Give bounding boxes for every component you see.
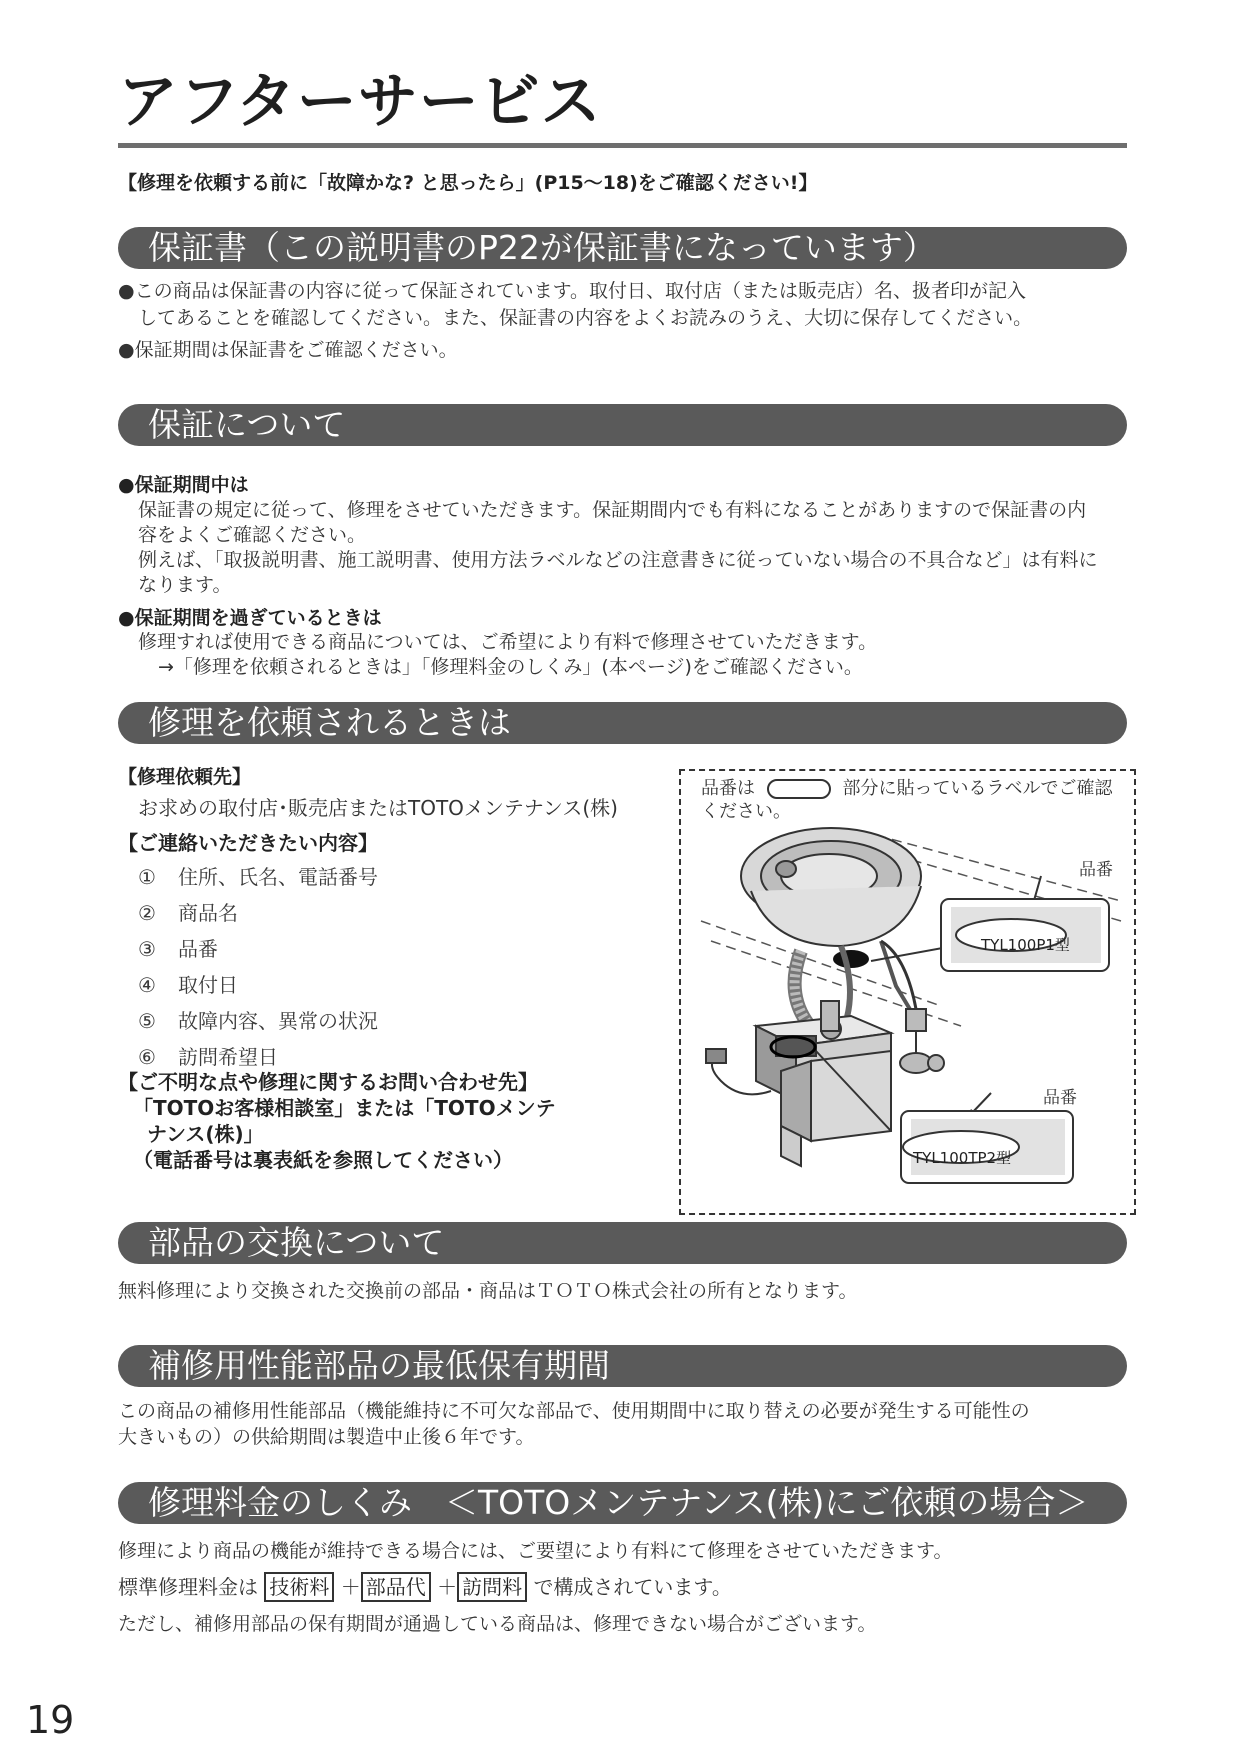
plus-sign: ＋ <box>437 1575 458 1599</box>
model-number-top: TYL100P1型 <box>981 936 1070 954</box>
product-label-figure <box>679 769 1136 1215</box>
figure-caption-a: 品番は <box>701 778 755 799</box>
warranty-card-line: してあることを確認してください。また、保証書の内容をよくお読みのうえ、大切に保存してください。 <box>138 307 1033 329</box>
warranty-during-line: なります。 <box>138 574 232 596</box>
warranty-during-line: 容をよくご確認ください。 <box>138 524 367 546</box>
list-item: ③ 品番 <box>138 937 218 961</box>
warranty-after-line: 修理すれば使用できる商品については、ご希望により有料で修理させていただきます。 <box>138 631 878 653</box>
list-item: ④ 取付日 <box>138 973 238 997</box>
fee-term-parts: 部品代 <box>361 1572 431 1602</box>
list-item: ② 商品名 <box>138 901 238 925</box>
repair-destination-text: お求めの取付店･販売店またはTOTOメンテナンス(株) <box>138 796 618 820</box>
fee-line2-suffix: で構成されています。 <box>533 1575 732 1599</box>
list-item: ⑤ 故障内容、異常の状況 <box>138 1009 378 1033</box>
inquiry-title: 【ご不明な点や修理に関するお問い合わせ先】 <box>118 1070 538 1094</box>
section-heading-about-warranty: 保証について <box>118 404 1127 446</box>
repair-destination-title: 【修理依頼先】 <box>118 766 252 788</box>
warranty-card-line: ●この商品は保証書の内容に従って保証されています。取付日、取付店（または販売店）名、扱者印が記入 <box>118 280 1027 302</box>
warranty-after-title: ●保証期間を過ぎているときは <box>118 607 382 629</box>
warranty-during-title: ●保証期間中は <box>118 474 249 496</box>
inquiry-text <box>133 1095 556 1173</box>
model-number-bottom: TYL100TP2型 <box>913 1149 1012 1167</box>
warranty-after-text <box>138 630 877 680</box>
warranty-card-bullet2: ●保証期間は保証書をご確認ください。 <box>118 339 458 361</box>
warranty-during-line: 保証書の規定に従って、修理をさせていただきます。保証期間内でも有料になることがありますので保証書の内 <box>138 499 1087 521</box>
figure-label-bottom: 品番 <box>1043 1088 1077 1108</box>
pre-repair-notice: 【修理を依頼する前に「故障かな? と思ったら」(P15～18)をご確認ください!】 <box>118 172 818 194</box>
list-item: ⑥ 訪問希望日 <box>138 1045 278 1069</box>
parts-exchange-text: 無料修理により交換された交換前の部品・商品はＴＯＴＯ株式会社の所有となります。 <box>118 1280 858 1302</box>
section-heading-fee-system: 修理料金のしくみ ＜TOTOメンテナンス(株)にご依頼の場合＞ <box>118 1482 1127 1524</box>
fee-line2-prefix: 標準修理料金は <box>118 1575 258 1599</box>
section-heading-min-period: 補修用性能部品の最低保有期間 <box>118 1345 1127 1387</box>
plus-sign: ＋ <box>340 1575 361 1599</box>
fee-term-technical: 技術料 <box>264 1572 334 1602</box>
title-rule <box>118 143 1127 148</box>
inquiry-line: ナンス(株)」 <box>147 1122 264 1146</box>
list-item: ① 住所、氏名、電話番号 <box>138 865 378 889</box>
fee-term-visit: 訪問料 <box>457 1572 527 1602</box>
min-period-line: 大きいもの）の供給期間は製造中止後６年です。 <box>118 1426 535 1448</box>
page-number: 19 <box>26 1698 75 1742</box>
figure-caption-c: ください。 <box>701 801 791 822</box>
fee-system-line1: 修理により商品の機能が維持できる場合には、ご要望により有料にて修理をさせていただきます。 <box>118 1540 953 1562</box>
min-period-text <box>118 1398 1030 1450</box>
section-heading-parts-exchange: 部品の交換について <box>118 1222 1127 1264</box>
contact-items-title: 【ご連絡いただきたい内容】 <box>118 831 378 855</box>
section-heading-request-repair: 修理を依頼されるときは <box>118 702 1127 744</box>
warranty-during-text <box>138 498 1098 598</box>
label-spot-top <box>833 950 869 968</box>
toilet-unit-illustration <box>681 771 1134 1213</box>
inquiry-line: 「TOTOお客様相談室」または「TOTOメンテ <box>133 1096 556 1120</box>
min-period-line: この商品の補修用性能部品（機能維持に不可欠な部品で、使用期間中に取り替えの必要が発生する可能性の <box>118 1400 1030 1422</box>
inquiry-line: （電話番号は裏表紙を参照してください） <box>133 1148 513 1172</box>
figure-caption-b: 部分に貼っているラベルでご確認 <box>842 778 1113 799</box>
warranty-card-bullet1 <box>118 278 1032 332</box>
fee-system-line2 <box>118 1572 732 1602</box>
fee-system-line3: ただし、補修用部品の保有期間が通過している商品は、修理できない場合がございます。 <box>118 1613 877 1635</box>
warranty-during-line: 例えば、「取扱説明書、施工説明書、使用方法ラベルなどの注意書きに従っていない場合の不具合など」は有料に <box>138 549 1098 571</box>
page-title: アフターサービス <box>118 67 602 137</box>
warranty-after-line: →「修理を依頼されるときは」「修理料金のしくみ」(本ページ)をご確認ください。 <box>158 656 863 678</box>
figure-label-top: 品番 <box>1079 860 1113 880</box>
section-heading-warranty-card: 保証書（この説明書のP22が保証書になっています） <box>118 227 1127 269</box>
